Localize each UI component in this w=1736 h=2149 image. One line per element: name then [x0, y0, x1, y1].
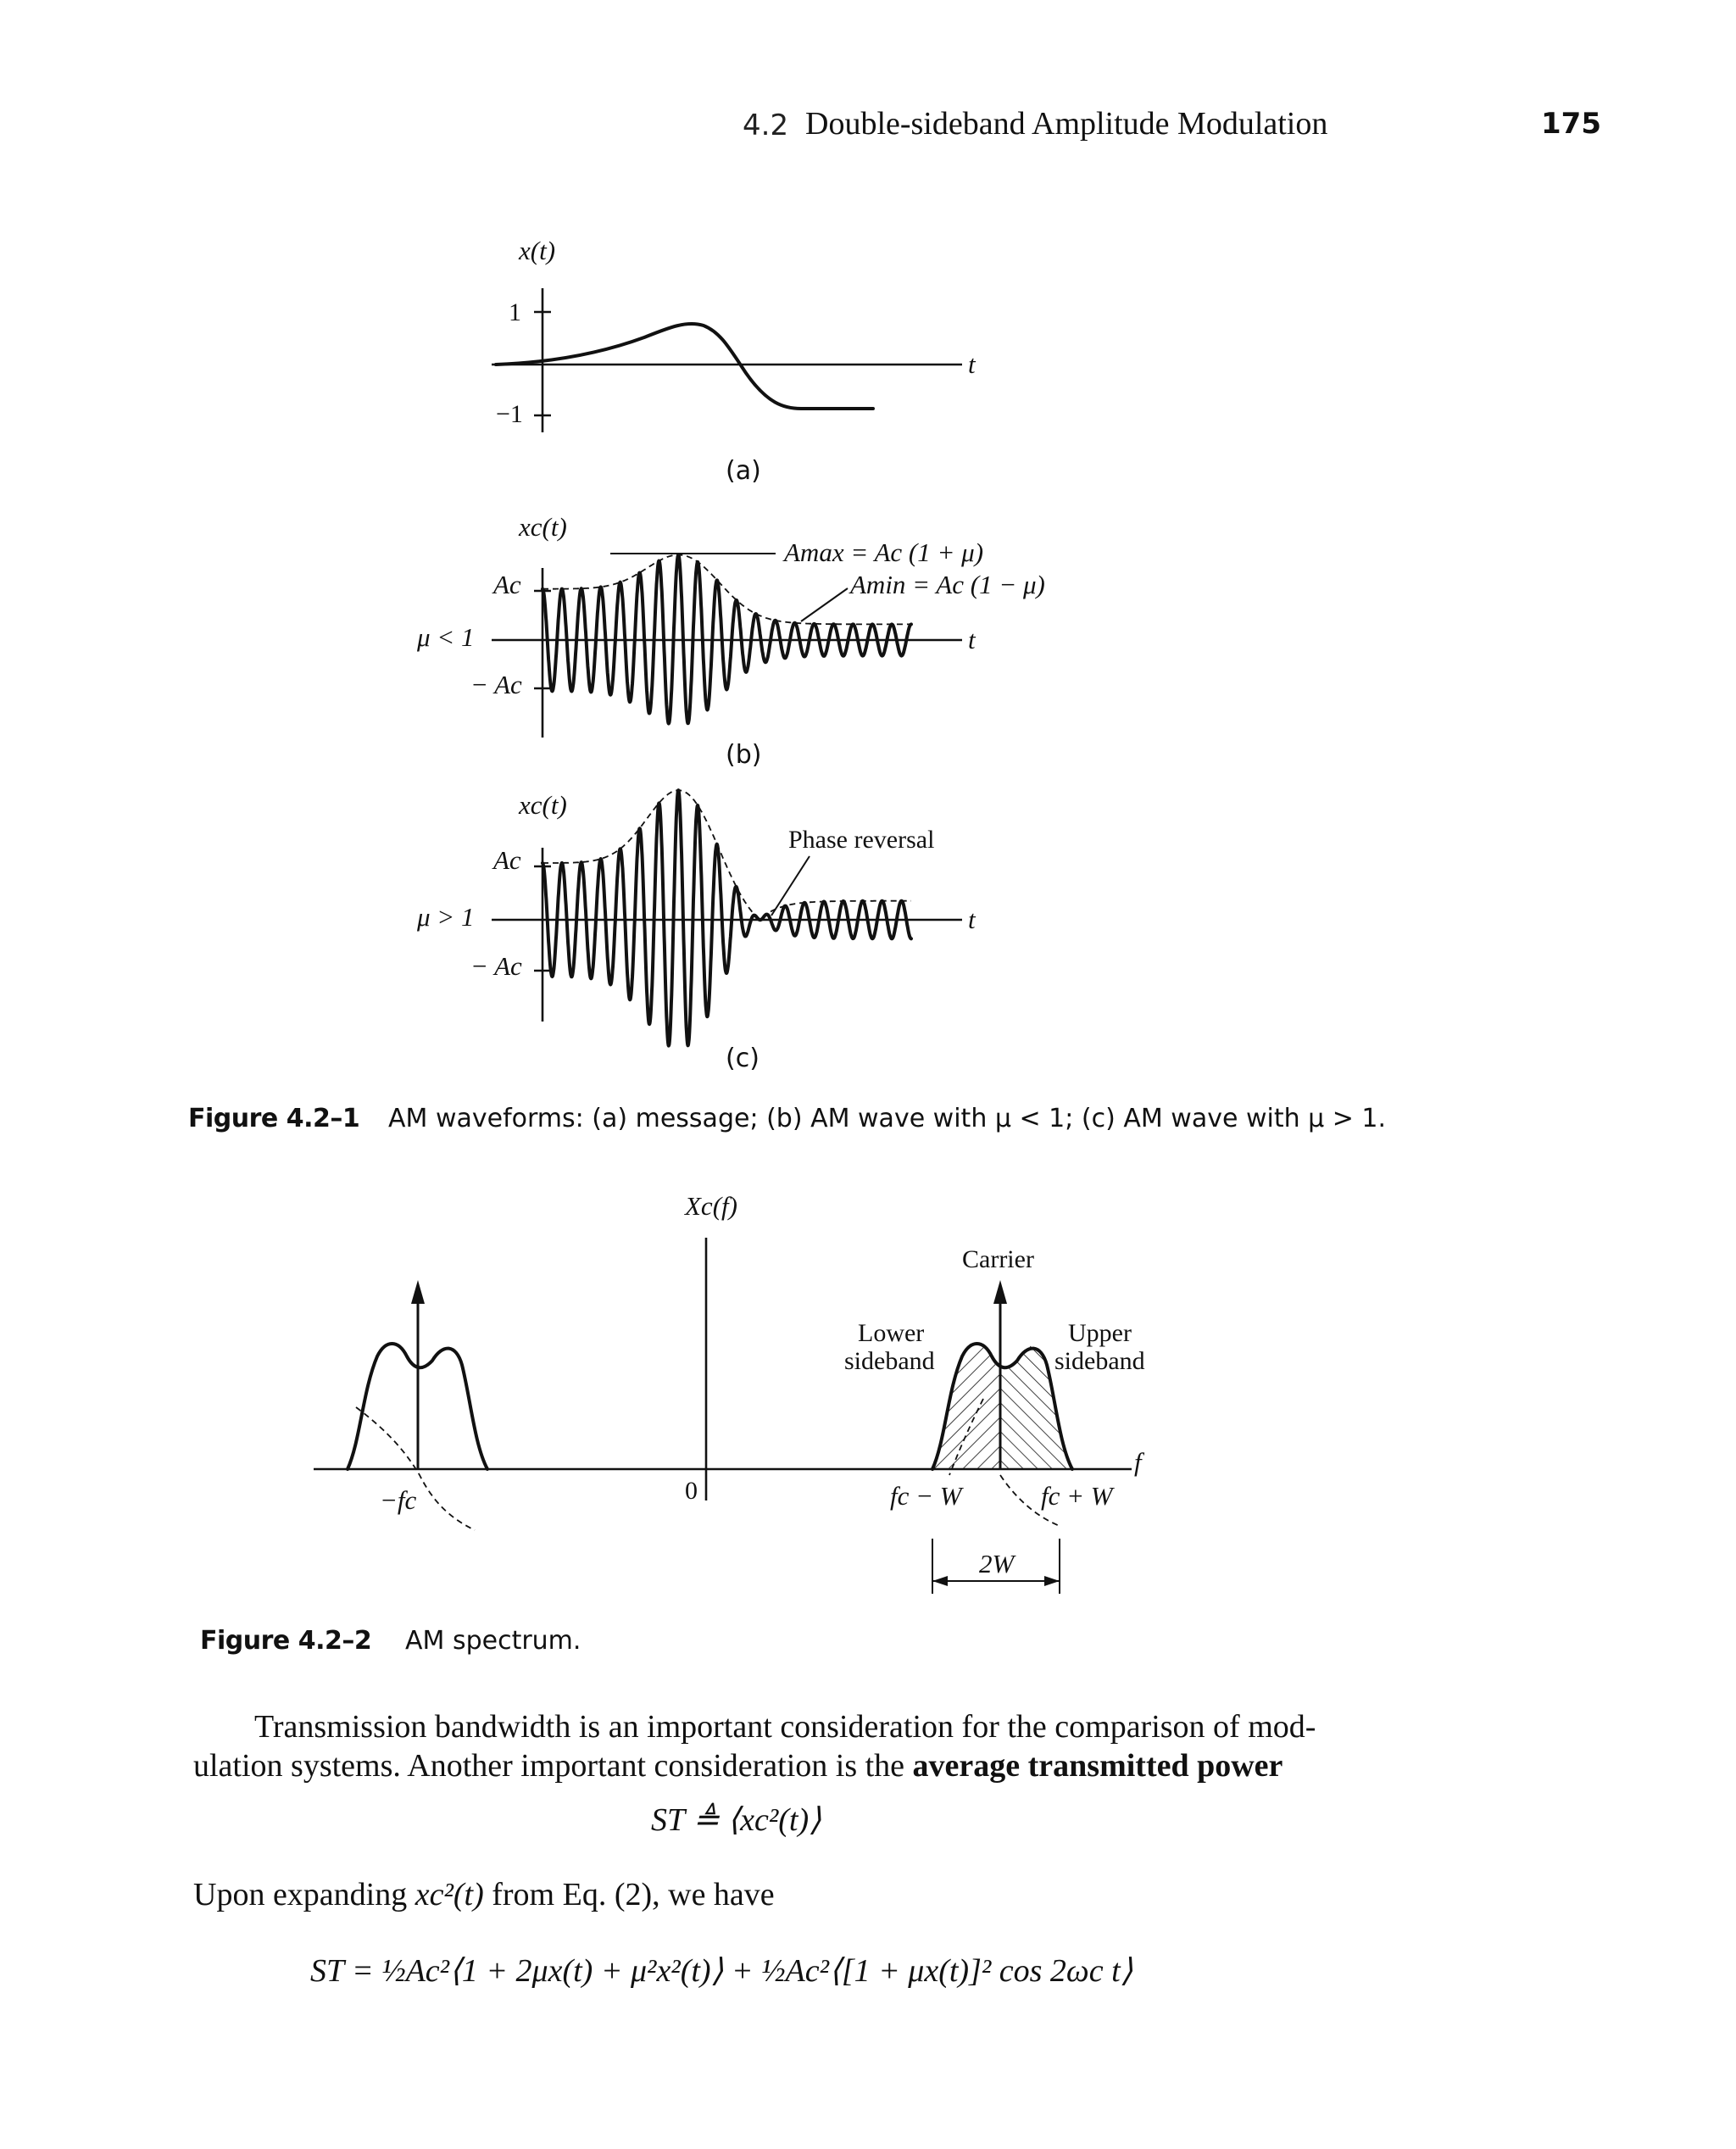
paragraph-line-1: Transmission bandwidth is an important consideration for the comparison of mod-: [254, 1709, 1316, 1745]
spectrum-carrier-arrow-icon: [993, 1280, 1007, 1304]
figure2-caption: AM spectrum.: [405, 1626, 581, 1656]
upon-math: xc²(t): [415, 1877, 484, 1912]
panel-c-sublabel: (c): [726, 1044, 760, 1073]
panel-c-phase-label: Phase reversal: [788, 826, 935, 854]
panel-a-ylabel: x(t): [519, 236, 556, 265]
spectrum-upper-sb-label-1: Upper: [1068, 1319, 1132, 1347]
upon-text-2: from Eq. (2), we have: [483, 1877, 775, 1912]
spectrum-upper-sb-label-2: sideband: [1054, 1347, 1145, 1375]
panel-c-ylabel: xc(t): [519, 790, 567, 820]
spectrum-neg-fc-label: −fc: [380, 1485, 417, 1515]
figure1-caption: AM waveforms: (a) message; (b) AM wave with μ < 1; (c) AM wave with μ > 1.: [388, 1104, 1387, 1133]
panel-b-amin-label: Amin = Ac (1 − μ): [850, 570, 1045, 599]
equation-expanded-power: ST = ½Ac²⟨1 + 2μx(t) + μ²x²(t)⟩ + ½Ac²⟨[1 + μx(t)]² cos 2ωc t⟩: [310, 1953, 1133, 1989]
spectrum-lower-sideband-hatch: [932, 1344, 1000, 1469]
spectrum-lower-sb-label-2: sideband: [844, 1347, 935, 1375]
upon-expanding-line: [193, 1875, 775, 1914]
spectrum-neg-carrier-arrow-icon: [411, 1280, 425, 1304]
spectrum-ylabel: Xc(f): [685, 1191, 737, 1221]
spectrum-lower-sb-label-1: Lower: [858, 1319, 925, 1347]
panel-b-mu-note: μ < 1: [417, 622, 475, 652]
page-number: 175: [1541, 107, 1601, 141]
spectrum-xlabel: f: [1134, 1447, 1142, 1477]
panel-b-ylabel: xc(t): [519, 512, 567, 542]
spectrum-fc-minus-w: fc − W: [890, 1481, 962, 1511]
panel-a-sublabel: (a): [726, 456, 761, 486]
panel-c-mu-note: μ > 1: [417, 902, 475, 932]
paragraph-line-2-bold: average transmitted power: [912, 1748, 1283, 1784]
panel-b-sublabel: (b): [726, 740, 762, 770]
section-number: 4.2: [743, 109, 789, 142]
spectrum-bw-right-arrow-icon: [1044, 1576, 1060, 1586]
figure2-caption-block: [200, 1626, 371, 1656]
panel-b-amax-label: Amax = Ac (1 + μ): [784, 537, 984, 567]
panel-a-tick-pos-label: 1: [509, 298, 521, 326]
panel-b-tick-neg-label: − Ac: [470, 670, 522, 699]
panel-b-tick-pos-label: Ac: [493, 570, 521, 599]
panel-a-tick-neg-label: −1: [496, 400, 523, 428]
paragraph-line-2: [193, 1746, 1283, 1785]
panel-c-xlabel: t: [968, 905, 976, 934]
paragraph-line-2-plain: ulation systems. Another important consideration is the: [193, 1748, 913, 1784]
section-title: Double-sideband Amplitude Modulation: [805, 106, 1328, 142]
spectrum-bw-label: 2W: [979, 1549, 1015, 1578]
equation-transmitted-power: ST ≜ ⟨xc²(t)⟩: [651, 1802, 821, 1838]
figure2-label: Figure 4.2–2: [200, 1626, 372, 1656]
spectrum-bw-left-arrow-icon: [932, 1576, 948, 1586]
upon-text-1: Upon expanding: [193, 1877, 415, 1912]
spectrum-fc-plus-w: fc + W: [1041, 1481, 1113, 1511]
panel-c-tick-pos-label: Ac: [493, 845, 521, 875]
figure1-label: Figure 4.2–1: [188, 1104, 360, 1133]
panel-b-xlabel: t: [968, 625, 976, 654]
spectrum-zero: 0: [685, 1477, 698, 1505]
panel-c-tick-neg-label: − Ac: [470, 951, 522, 981]
spectrum-carrier-label: Carrier: [962, 1245, 1034, 1273]
panel-a-xlabel: t: [968, 349, 976, 379]
